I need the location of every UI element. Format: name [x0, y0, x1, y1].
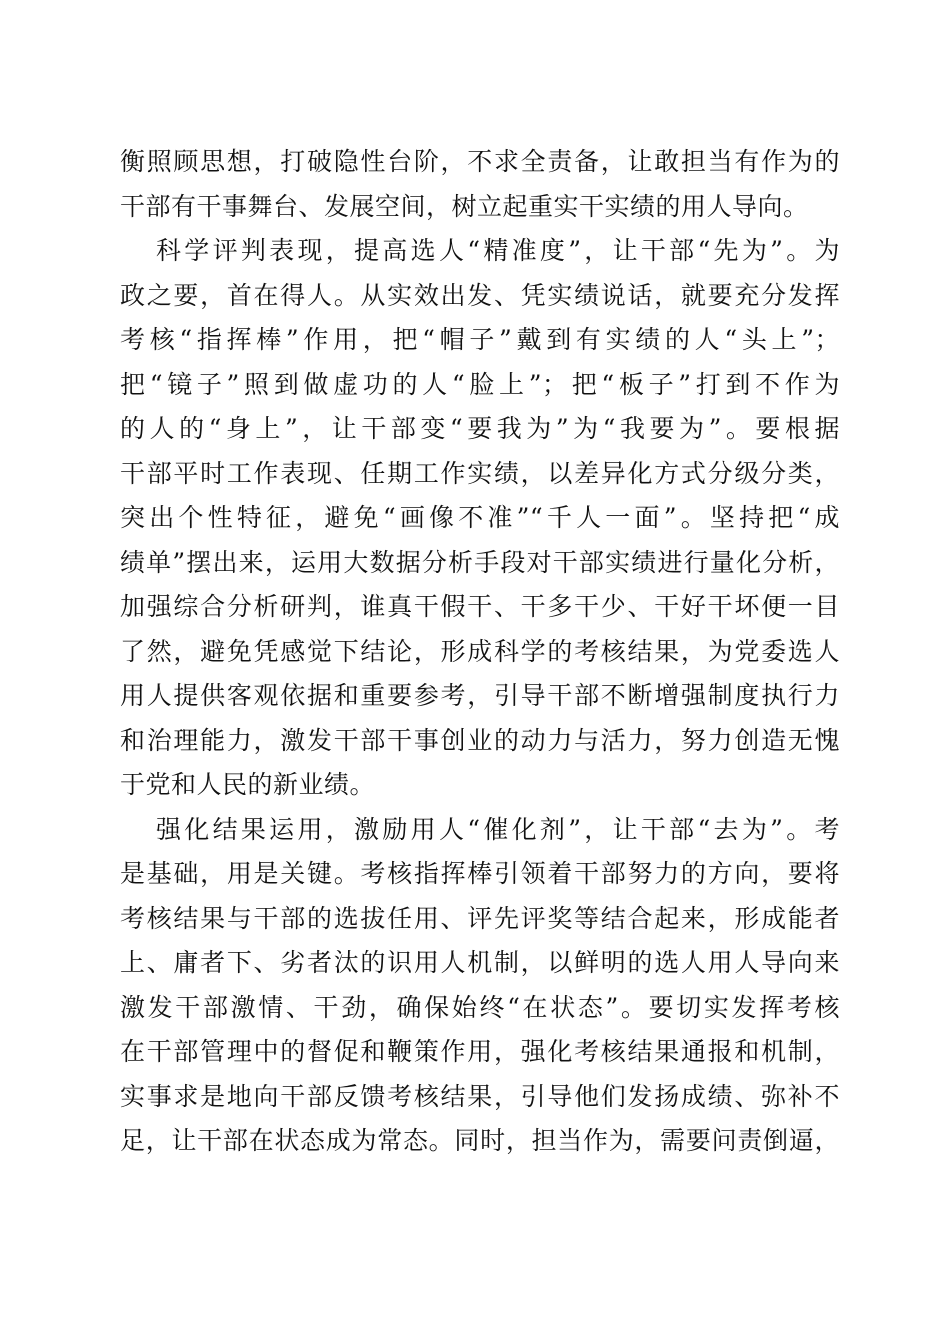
paragraph-first-line: 强化结果运用，激励用人“催化剂”，让干部“去为”。考	[156, 814, 840, 844]
text-line: 政之要，首在得人。从实效出发、凭实绩说话，就要充分发挥	[120, 280, 840, 310]
text-line: 激发干部激情、干劲，确保始终“在状态”。要切实发挥考核	[120, 992, 840, 1022]
text-line: 干部平时工作表现、任期工作实绩，以差异化方式分级分类，	[120, 458, 840, 488]
text-line: 把“镜子”照到做虚功的人“脸上”；把“板子”打到不作为	[120, 369, 840, 399]
text-line: 在干部管理中的督促和鞭策作用，强化考核结果通报和机制，	[120, 1037, 840, 1066]
text-line: 上、庸者下、劣者汰的识用人机制，以鲜明的选人用人导向来	[120, 948, 840, 977]
text-line: 实事求是地向干部反馈考核结果，引导他们发扬成绩、弥补不	[120, 1081, 840, 1111]
body-text	[120, 140, 840, 1164]
text-line: 加强综合分析研判，谁真干假干、干多干少、干好干坏便一目	[120, 592, 840, 621]
text-line: 衡照顾思想，打破隐性台阶，不求全责备，让敢担当有作为的	[120, 147, 840, 176]
paragraph-first-line: 科学评判表现，提高选人“精准度”，让干部“先为”。为	[156, 236, 840, 265]
text-line: 考核结果与干部的选拔任用、评先评奖等结合起来，形成能者	[120, 903, 840, 933]
text-line: 的人的“身上”，让干部变“要我为”为“我要为”。要根据	[120, 414, 840, 443]
text-line: 干部有干事舞台、发展空间，树立起重实干实绩的用人导向。	[120, 191, 809, 221]
text-line: 是基础，用是关键。考核指挥棒引领着干部努力的方向，要将	[120, 859, 840, 888]
text-line: 足，让干部在状态成为常态。同时，担当作为，需要问责倒逼，	[120, 1126, 840, 1155]
text-line: 了然，避免凭感觉下结论，形成科学的考核结果，为党委选人	[120, 636, 840, 666]
text-line: 考核“指挥棒”作用，把“帽子”戴到有实绩的人“头上”；	[120, 325, 840, 354]
text-line: 用人提供客观依据和重要参考，引导干部不断增强制度执行力	[120, 681, 840, 710]
text-line: 和治理能力，激发干部干事创业的动力与活力，努力创造无愧	[120, 725, 840, 755]
text-line: 绩单”摆出来，运用大数据分析手段对干部实绩进行量化分析，	[120, 547, 840, 577]
text-line: 突出个性特征，避免“画像不准”“千人一面”。坚持把“成	[120, 503, 840, 532]
text-line: 于党和人民的新业绩。	[120, 770, 376, 799]
